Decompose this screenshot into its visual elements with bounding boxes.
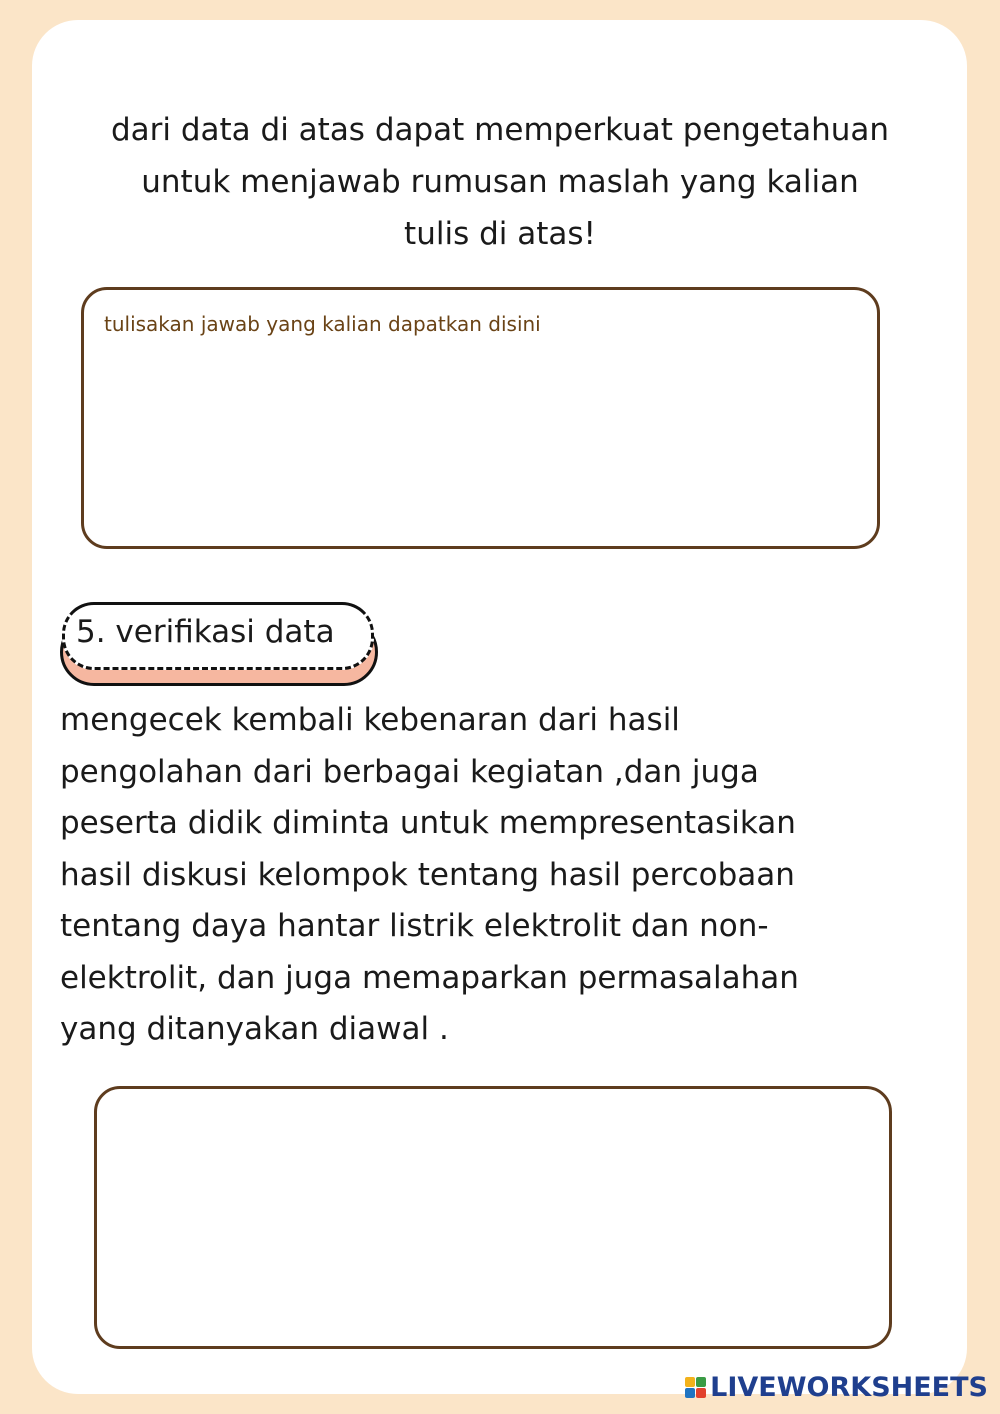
intro-line: untuk menjawab rumusan maslah yang kalian xyxy=(141,164,859,200)
intro-line: tulis di atas! xyxy=(404,216,596,252)
intro-instruction xyxy=(60,104,940,260)
answer-input-2[interactable] xyxy=(94,1086,892,1349)
brand-wordmark: LIVEWORKSHEETS xyxy=(710,1372,988,1403)
logo-square xyxy=(696,1388,706,1398)
description-line: yang ditanyakan diawal . xyxy=(60,1011,449,1047)
logo-square xyxy=(685,1377,695,1387)
liveworksheets-logo-icon xyxy=(685,1377,706,1398)
intro-line: dari data di atas dapat memperkuat pengetahuan xyxy=(110,112,890,148)
section-description xyxy=(60,695,920,1056)
description-line: pengolahan dari berbagai kegiatan ,dan juga xyxy=(60,753,759,790)
description-line: peserta didik diminta untuk mempresentasikan xyxy=(60,805,796,841)
liveworksheets-brand xyxy=(685,1372,988,1403)
logo-square xyxy=(696,1377,706,1387)
answer-input-1[interactable] xyxy=(81,287,880,549)
description-line: mengecek kembali kebenaran dari hasil xyxy=(60,702,680,738)
description-line: tentang daya hantar listrik elektrolit dan non- xyxy=(60,908,769,944)
description-line: elektrolit, dan juga memaparkan permasalahan xyxy=(60,959,799,996)
description-line: hasil diskusi kelompok tentang hasil percobaan xyxy=(60,856,795,893)
section-heading-text: 5. verifikasi data xyxy=(76,614,335,650)
logo-square xyxy=(685,1388,695,1398)
section-heading-verifikasi xyxy=(60,602,376,686)
